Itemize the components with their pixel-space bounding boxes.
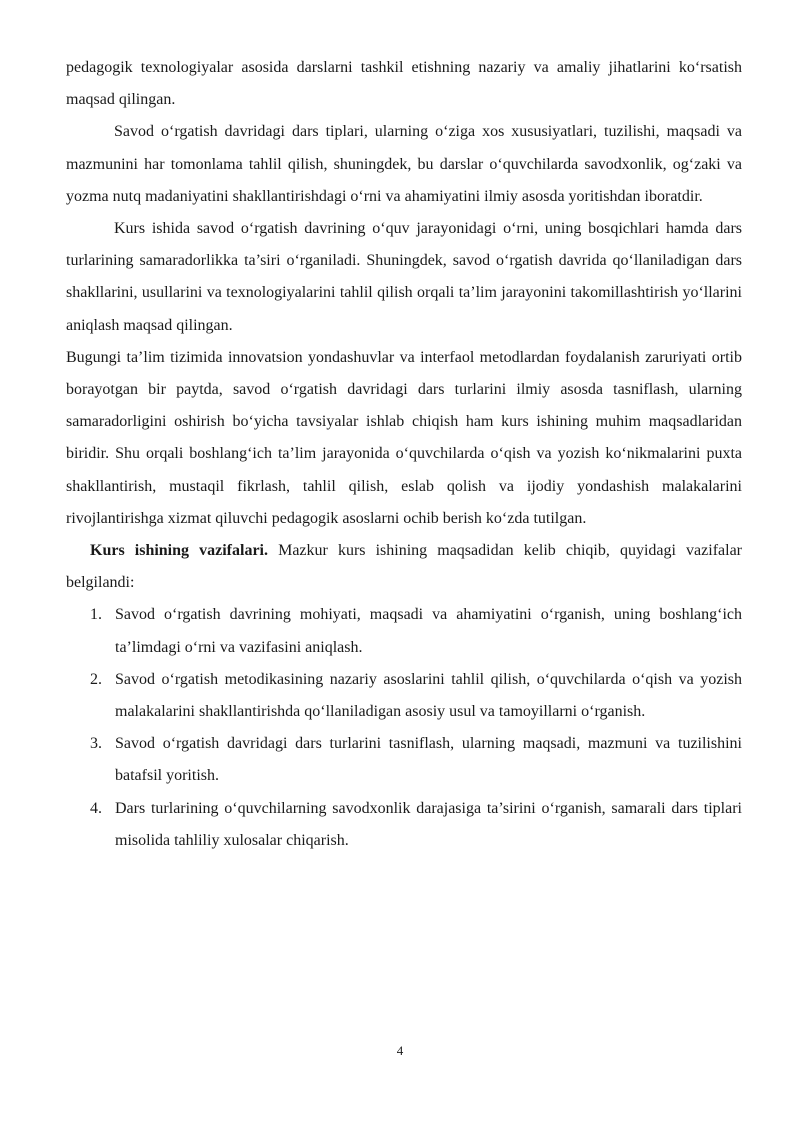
document-body <box>66 52 742 857</box>
paragraph-lesson-types: Savod o‘rgatish davridagi dars tiplari, ularning o‘ziga xos xususiyatlari, tuzilishi, maqsadi va mazmunini har tomonlama tahlil qilish, shuningdek, bu darslar o‘quvchilarda savodxonlik, og‘zaki va yozma nutq madaniyatini shakllantirishdagi o‘rni va ahamiyatini ilmiy asosda yoritishdan iboratdir. <box>66 123 742 205</box>
list-item-number: 4. <box>90 799 102 817</box>
tasks-heading: Kurs ishining vazifalari. <box>90 542 268 560</box>
list-item-number: 1. <box>90 606 102 624</box>
paragraph-tasks-intro <box>66 535 742 599</box>
list-item <box>66 728 742 792</box>
list-item <box>66 664 742 728</box>
list-item <box>66 599 742 663</box>
list-item-text: Savod o‘rgatish davridagi dars turlarini tasniflash, ularning maqsadi, mazmuni va tuzilishini batafsil yoritish. <box>115 735 742 785</box>
list-item-text: Savod o‘rgatish metodikasining nazariy asoslarini tahlil qilish, o‘quvchilarda o‘qish va yozish malakalarini shakllantirishda qo‘llaniladigan asosiy usul va tamoyillarni o‘rganish. <box>115 670 742 721</box>
list-item-text: Savod o‘rgatish davrining mohiyati, maqsadi va ahamiyatini o‘rganish, uning boshlang‘ich ta’limdagi o‘rni va vazifasini aniqlash. <box>115 606 742 656</box>
list-item <box>66 793 742 857</box>
paragraph-course-study: Kurs ishida savod o‘rgatish davrining o‘quv jarayonidagi o‘rni, uning bosqichlari hamda dars turlarining samaradorlikka ta’siri o‘rganiladi. Shuningdek, savod o‘rgatish davrida qo‘llaniladigan dars shakllarini, usullarini va texnologiyalarini tahlil qilish orqali ta’lim jarayonini takomillashtirish yo‘llarini aniqlash maqsad qilingan. <box>66 220 742 334</box>
page-number: 4 <box>396 1043 404 1058</box>
list-item-number: 2. <box>90 670 102 688</box>
list-item-number: 3. <box>90 735 102 753</box>
tasks-intro-text: Mazkur kurs ishining maqsadidan kelib chiqib, quyidagi vazifalar belgilandi: <box>66 542 743 592</box>
paragraph-intro-continuation: pedagogik texnologiyalar asosida darslarni tashkil etishning nazariy va amaliy jihatlarini ko‘rsatish maqsad qilingan. <box>66 59 742 109</box>
tasks-list <box>66 599 742 857</box>
list-item-text: Dars turlarining o‘quvchilarning savodxonlik darajasiga ta’sirini o‘rganish, samarali dars tiplari misolida tahliliy xulosalar chiqarish. <box>115 799 742 849</box>
paragraph-modern-education: Bugungi ta’lim tizimida innovatsion yondashuvlar va interfaol metodlardan foydalanish zaruriyati ortib borayotgan bir paytda, savod o‘rgatish davridagi dars turlarini ilmiy asosda tasniflash, ularning samaradorligini oshirish bo‘yicha tavsiyalar ishlab chiqish ham kurs ishining muhim maqsadlaridan biridir. Shu orqali boshlang‘ich ta’lim jarayonida o‘quvchilarda o‘qish va yozish ko‘nikmalarini puxta shakllantirish, mustaqil fikrlash, tahlil qilish, eslab qolish va ijodiy yondashish malakalarini rivojlantirishga xizmat qiluvchi pedagogik asoslarni ochib berish ko‘zda tutilgan. <box>66 348 742 527</box>
